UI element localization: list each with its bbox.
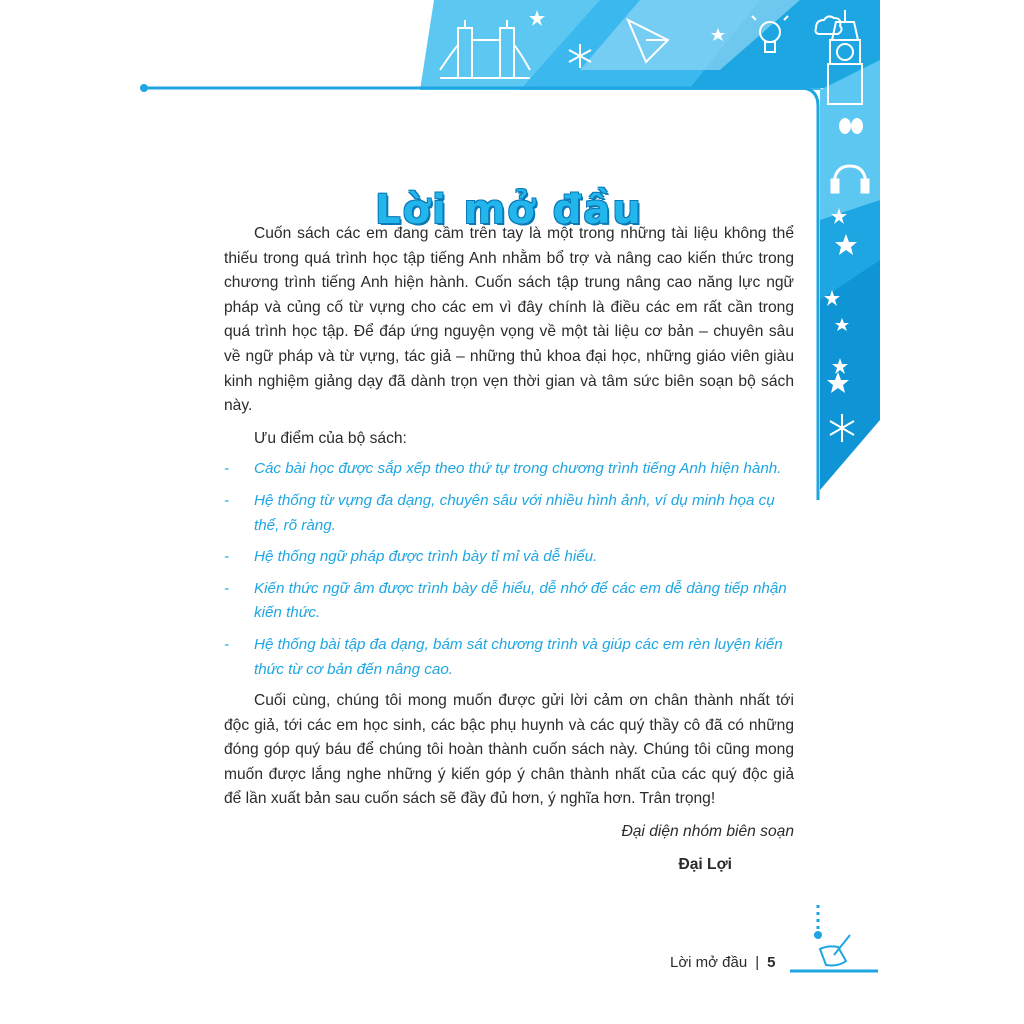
list-item: - Kiến thức ngữ âm được trình bày dễ hiểu, dễ nhớ để các em dễ dàng tiếp nhận kiến thức. (224, 579, 787, 622)
list-item: - Các bài học được sắp xếp theo thứ tự trong chương trình tiếng Anh hiện hành. (224, 460, 782, 478)
page-title: Lời mở đầu (375, 186, 643, 233)
closing-paragraph: Cuối cùng, chúng tôi mong muốn được gửi lời cảm ơn chân thành nhất tới độc giả, tới các em học sinh, các bậc phụ huynh và các quý thầy cô đã có những đóng góp quý báu để chúng tôi hoàn thành cuốn sách này. Chúng tôi cũng mong muốn được lắng nghe những ý kiến góp ý chân thành nhất của các quý độc giả để lần xuất bản sau cuốn sách sẽ đầy đủ hơn, ý nghĩa hơn. Trân trọng! (224, 692, 794, 808)
footer-section: Lời mở đầu (670, 954, 748, 971)
signature-name: Đại Lợi (678, 855, 732, 873)
advantages-heading: Ưu điểm của bộ sách: (254, 429, 407, 447)
advantages-list (224, 457, 794, 682)
list-item: - Hệ thống từ vựng đa dạng, chuyên sâu với nhiều hình ảnh, ví dụ minh họa cụ thể, rõ ràng. (224, 491, 775, 534)
page-footer (670, 954, 775, 971)
footer-separator: | (755, 954, 760, 971)
list-item: - Hệ thống ngữ pháp được trình bày tỉ mỉ và dễ hiểu. (224, 548, 598, 566)
pencil-hand-icon (820, 935, 850, 966)
signature-role: Đại diện nhóm biên soạn (621, 823, 794, 841)
intro-paragraph: Cuốn sách các em đang cầm trên tay là một trong những tài liệu không thể thiếu trong quá trình học tập tiếng Anh nhằm bổ trợ và nâng cao kiến thức trong chương trình tiếng Anh hiện hành. Cuốn sách tập trung nâng cao năng lực ngữ pháp và củng cố từ vựng cho các em vì đây chính là điều các em rất cần trong quá trình học tập. Để đáp ứng nguyện vọng về một tài liệu cơ bản – chuyên sâu về ngữ pháp và từ vựng, tác giả – những thủ khoa đại học, những giáo viên giàu kinh nghiệm giảng dạy đã dành trọn vẹn thời gian và tâm sức biên soạn bộ sách này. (224, 225, 794, 415)
footer-decoration (790, 905, 890, 985)
page-number: 5 (767, 954, 776, 971)
preface-body (224, 222, 794, 877)
list-item: - Hệ thống bài tập đa dạng, bám sát chương trình và giúp các em rèn luyện kiến thức từ cơ bản đến nâng cao. (224, 635, 783, 678)
